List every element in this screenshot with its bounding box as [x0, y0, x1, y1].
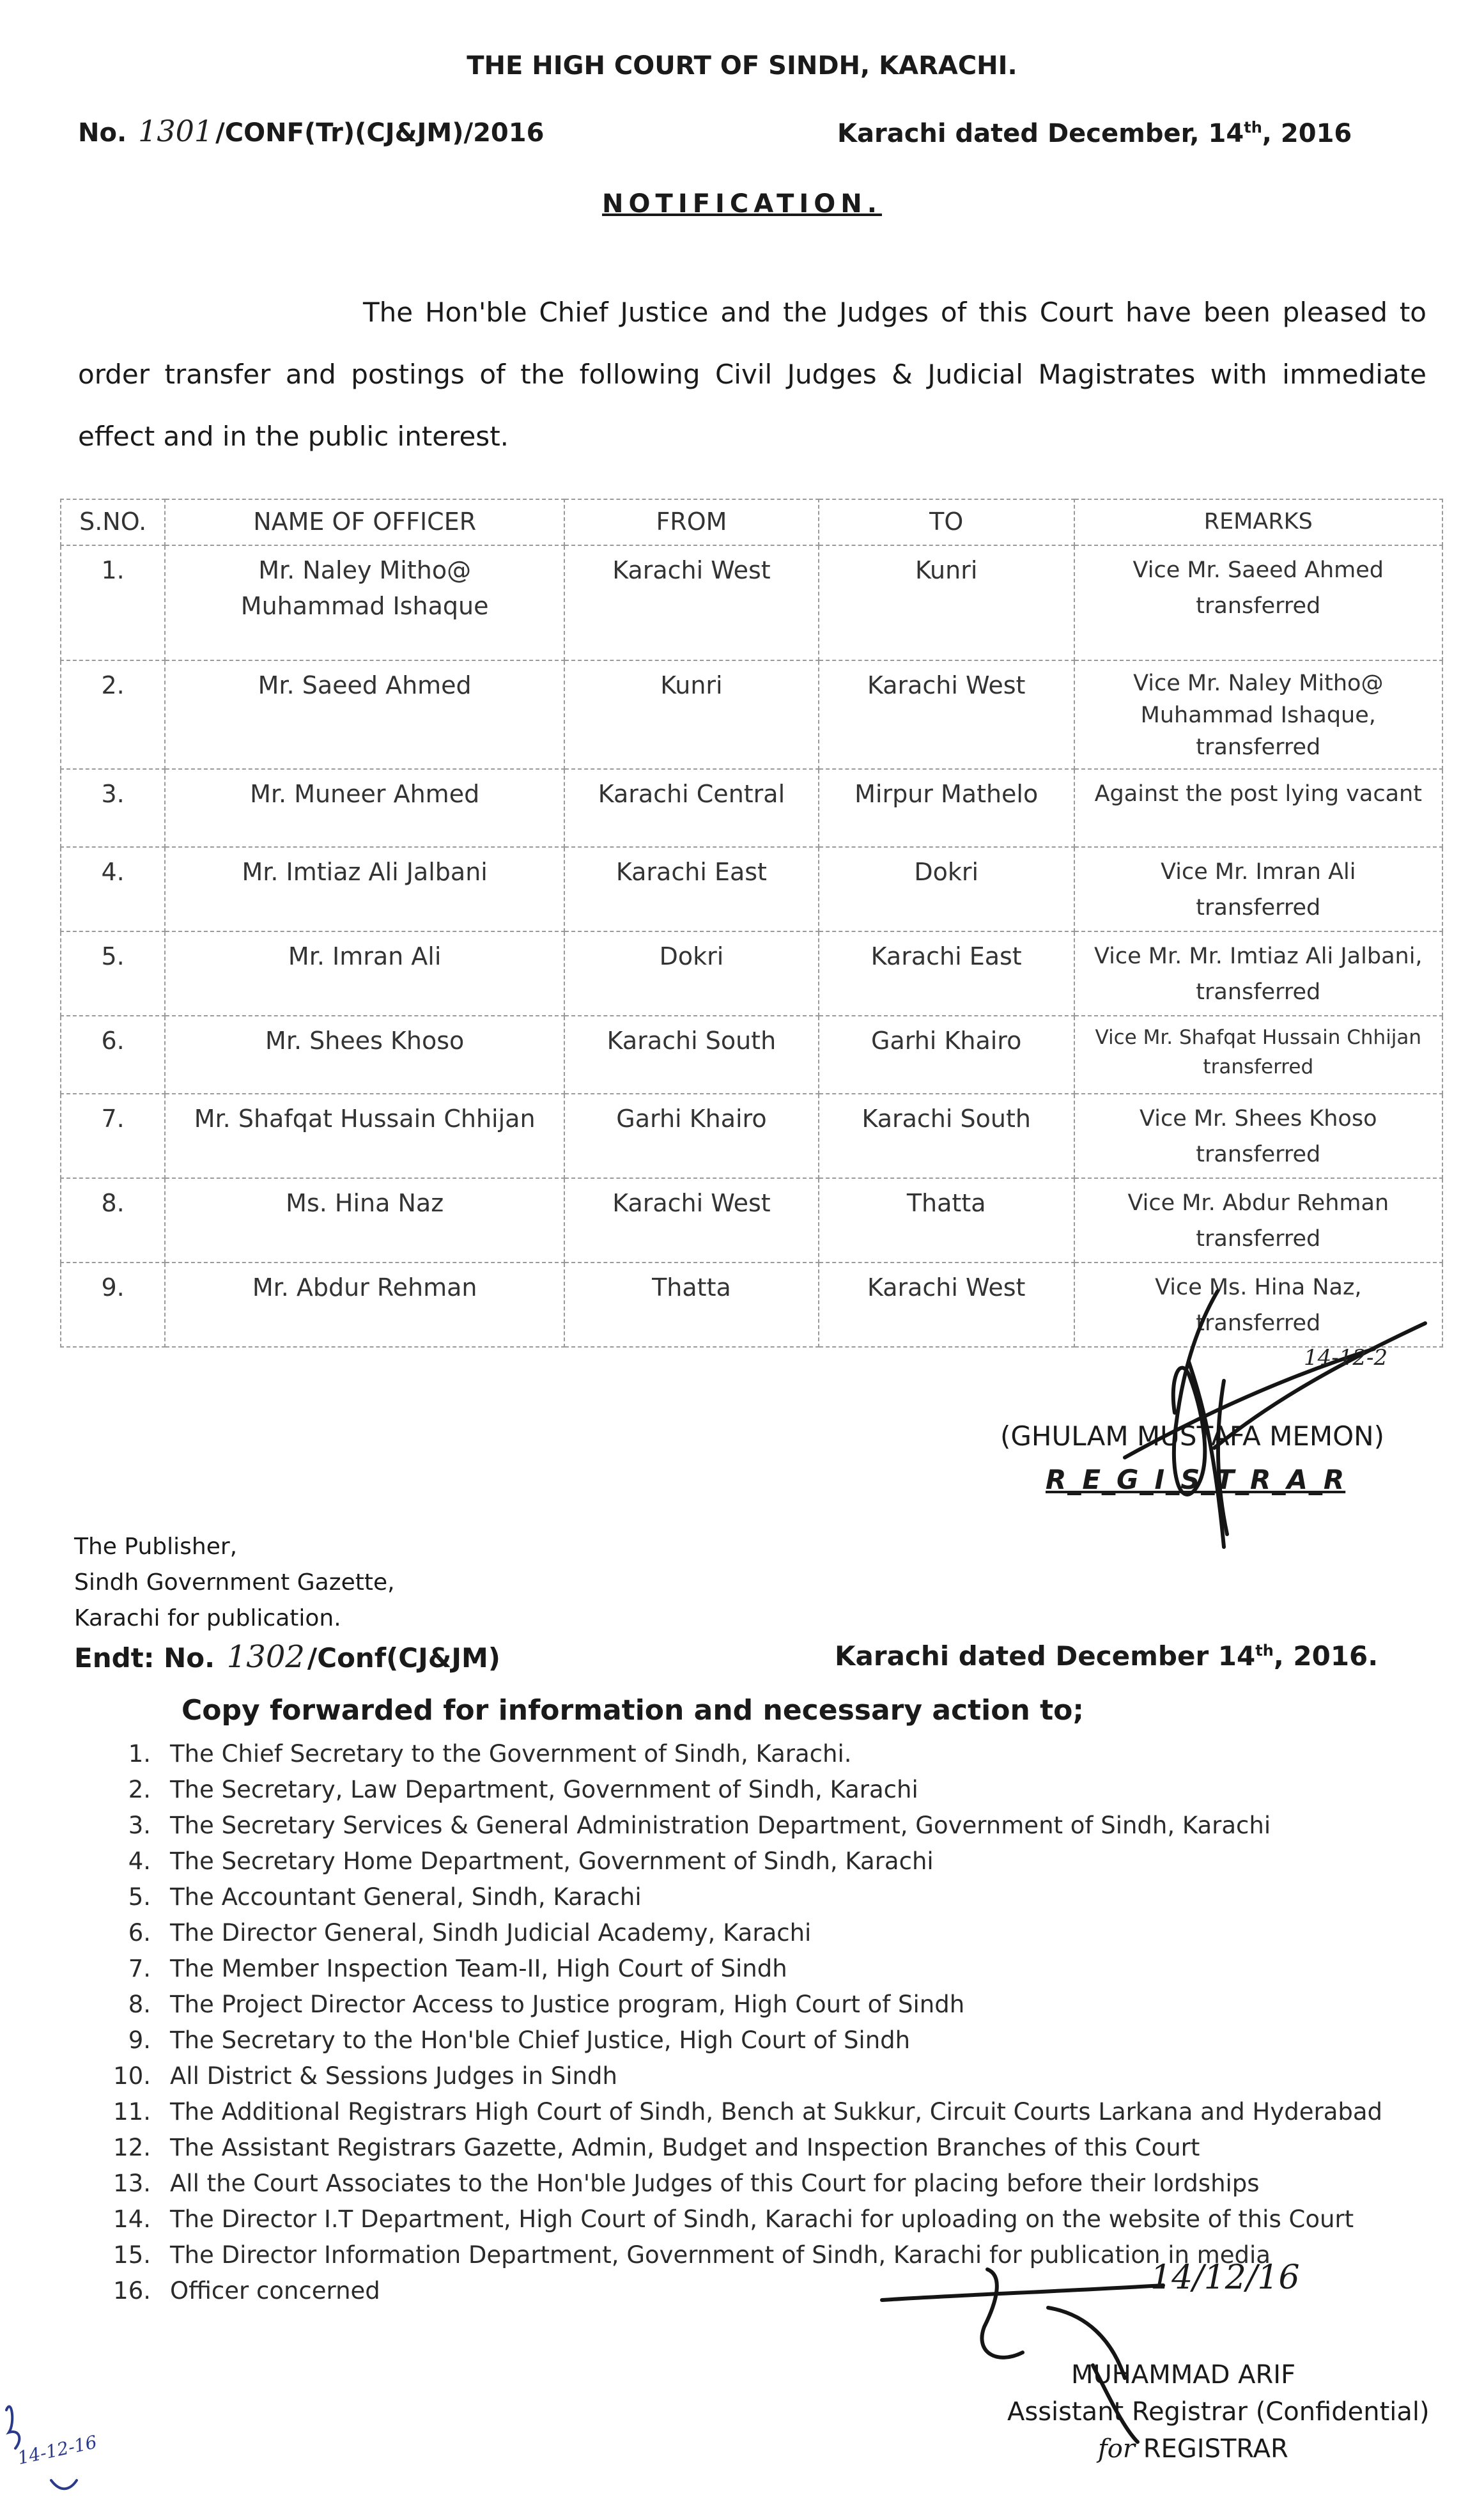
cell-name: Mr. Abdur Rehman	[165, 1263, 564, 1347]
cell-sno: 3.	[61, 769, 165, 847]
assistant-registrar-name: MUHAMMAD ARIF	[1071, 2360, 1296, 2390]
cell-name: Mr. Imran Ali	[165, 931, 564, 1016]
cell-to: Garhi Khairo	[819, 1016, 1074, 1094]
cell-to: Mirpur Mathelo	[819, 769, 1074, 847]
recipient-text: All District & Sessions Judges in Sindh	[170, 2062, 617, 2090]
recipient-number: 15.	[113, 2241, 151, 2269]
header-remarks: REMARKS	[1074, 499, 1442, 545]
header-sno: S.NO.	[61, 499, 165, 545]
publisher-line: The Publisher,	[74, 1534, 238, 1560]
cell-name: Mr. Imtiaz Ali Jalbani	[165, 847, 564, 931]
recipient-text: The Secretary to the Hon'ble Chief Justice, High Court of Sindh	[170, 2026, 911, 2054]
recipient-text: The Assistant Registrars Gazette, Admin, Budget and Inspection Branches of this Court	[170, 2134, 1200, 2161]
recipient-text: The Secretary Services & General Administration Department, Government of Sindh, Karachi	[170, 1812, 1271, 1839]
cell-remarks: Vice Mr. Mr. Imtiaz Ali Jalbani, transferred	[1074, 931, 1442, 1016]
ref-prefix: No.	[78, 118, 127, 148]
cell-sno: 8.	[61, 1178, 165, 1263]
recipient-number: 11.	[113, 2098, 151, 2126]
cell-name: Mr. Naley Mitho@ Muhammad Ishaque	[165, 545, 564, 660]
cell-to: Dokri	[819, 847, 1074, 931]
ref-suffix: /CONF(Tr)(CJ&JM)/2016	[215, 118, 545, 148]
recipient-text: The Accountant General, Sindh, Karachi	[170, 1883, 642, 1911]
cell-name: Mr. Saeed Ahmed	[165, 660, 564, 769]
cell-from: Garhi Khairo	[564, 1094, 819, 1178]
cell-to: Karachi West	[819, 660, 1074, 769]
registrar-signature-date: 14-12-2	[1304, 1345, 1388, 1371]
recipient-text: The Secretary Home Department, Government of Sindh, Karachi	[170, 1847, 934, 1875]
cell-name: Ms. Hina Naz	[165, 1178, 564, 1263]
recipient-number: 7.	[128, 1955, 151, 1982]
assistant-registrar-signature	[882, 2269, 1163, 2442]
cell-sno: 5.	[61, 931, 165, 1016]
recipient-text: The Chief Secretary to the Government of Sindh, Karachi.	[170, 1740, 852, 1768]
recipient-number: 1.	[128, 1740, 151, 1768]
recipient-text: The Project Director Access to Justice program, High Court of Sindh	[170, 1991, 965, 2018]
recipient-text: Officer concerned	[170, 2277, 380, 2305]
recipient-number: 14.	[113, 2205, 151, 2233]
recipient-number: 3.	[128, 1812, 151, 1839]
assistant-registrar-title: Assistant Registrar (Confidential)	[1007, 2397, 1430, 2427]
recipient-number: 13.	[113, 2170, 151, 2197]
copy-forward-heading: Copy forwarded for information and necessary action to;	[182, 1694, 1084, 1727]
recipient-text: The Director Information Department, Government of Sindh, Karachi for publication in media	[170, 2241, 1271, 2269]
assistant-signature-date: 14/12/16	[1150, 2258, 1300, 2297]
cell-from: Karachi West	[564, 1178, 819, 1263]
cell-to: Kunri	[819, 545, 1074, 660]
recipient-number: 6.	[128, 1919, 151, 1947]
recipient-number: 16.	[113, 2277, 151, 2305]
cell-from: Karachi West	[564, 545, 819, 660]
cell-sno: 7.	[61, 1094, 165, 1178]
registrar-signature	[1125, 1291, 1425, 1547]
cell-sno: 2.	[61, 660, 165, 769]
cell-to: Karachi South	[819, 1094, 1074, 1178]
cell-remarks: Vice Mr. Abdur Rehman transferred	[1074, 1178, 1442, 1263]
cell-from: Kunri	[564, 660, 819, 769]
date-suffix: , 2016	[1262, 119, 1352, 148]
recipient-text: The Director General, Sindh Judicial Academy, Karachi	[170, 1919, 812, 1947]
cell-sno: 4.	[61, 847, 165, 931]
for-registrar-label: REGISTRAR	[1143, 2434, 1288, 2464]
date-sup: th	[1244, 118, 1262, 137]
recipient-text: The Director I.T Department, High Court of Sindh, Karachi for uploading on the website of this Court	[170, 2205, 1354, 2233]
recipient-number: 5.	[128, 1883, 151, 1911]
cell-sno: 6.	[61, 1016, 165, 1094]
date-prefix: Karachi dated December 14	[835, 1640, 1256, 1672]
recipient-number: 2.	[128, 1776, 151, 1803]
for-word: for	[1098, 2434, 1136, 2464]
cell-to: Karachi East	[819, 931, 1074, 1016]
registrar-name: (GHULAM MUSTAFA MEMON)	[1000, 1420, 1384, 1452]
recipient-text: The Secretary, Law Department, Government of Sindh, Karachi	[170, 1776, 918, 1803]
cell-remarks: Vice Mr. Imran Ali transferred	[1074, 847, 1442, 931]
publisher-line: Karachi for publication.	[74, 1605, 341, 1631]
endt-handwritten-number: 1302	[226, 1639, 305, 1675]
recipient-number: 10.	[113, 2062, 151, 2090]
cell-name: Mr. Shafqat Hussain Chhijan	[165, 1094, 564, 1178]
date-sup: th	[1255, 1642, 1274, 1660]
cell-to: Karachi West	[819, 1263, 1074, 1347]
date-suffix: , 2016.	[1273, 1640, 1379, 1672]
cell-remarks: Vice Mr. Saeed Ahmed transferred	[1074, 545, 1442, 660]
cell-remarks: Vice Ms. Hina Naz, transferred	[1074, 1263, 1442, 1347]
cell-sno: 9.	[61, 1263, 165, 1347]
cell-from: Karachi East	[564, 847, 819, 931]
endt-prefix: Endt: No.	[74, 1642, 215, 1674]
body-paragraph: The Hon'ble Chief Justice and the Judges of this Court have been pleased to order transfer and postings of the following Civil Judges & Judicial Magistrates with immediate effect and in the public interest.	[78, 297, 1426, 452]
registrar-title: R_E_G_I_S_T_R_A_R	[1046, 1464, 1346, 1495]
header-from: FROM	[564, 499, 819, 545]
cell-from: Karachi South	[564, 1016, 819, 1094]
cell-from: Karachi Central	[564, 769, 819, 847]
notification-heading: NOTIFICATION.	[602, 189, 882, 219]
cell-to: Thatta	[819, 1178, 1074, 1263]
cell-from: Dokri	[564, 931, 819, 1016]
recipient-number: 4.	[128, 1847, 151, 1875]
recipient-text: The Member Inspection Team-II, High Court of Sindh	[170, 1955, 787, 1982]
cell-from: Thatta	[564, 1263, 819, 1347]
recipient-number: 8.	[128, 1991, 151, 2018]
recipient-text: The Additional Registrars High Court of Sindh, Bench at Sukkur, Circuit Courts Larkana and Hyderabad	[170, 2098, 1383, 2126]
cell-remarks: Vice Mr. Shafqat Hussain Chhijan transferred	[1074, 1016, 1442, 1094]
publisher-line: Sindh Government Gazette,	[74, 1569, 395, 1596]
recipient-text: All the Court Associates to the Hon'ble Judges of this Court for placing before their lordships	[170, 2170, 1260, 2197]
cell-name: Mr. Shees Khoso	[165, 1016, 564, 1094]
ref-handwritten-number: 1301	[138, 114, 213, 148]
margin-date-note: 14-12-16	[15, 2431, 99, 2469]
cell-name: Mr. Muneer Ahmed	[165, 769, 564, 847]
cell-sno: 1.	[61, 545, 165, 660]
cell-remarks: Vice Mr. Naley Mitho@ Muhammad Ishaque, transferred	[1074, 660, 1442, 769]
header-name: NAME OF OFFICER	[165, 499, 564, 545]
recipient-number: 12.	[113, 2134, 151, 2161]
cell-remarks: Against the post lying vacant	[1074, 769, 1442, 847]
cell-remarks: Vice Mr. Shees Khoso transferred	[1074, 1094, 1442, 1178]
date-prefix: Karachi dated December, 14	[837, 119, 1244, 148]
header-to: TO	[819, 499, 1074, 545]
endt-suffix: /Conf(CJ&JM)	[307, 1642, 500, 1674]
recipient-number: 9.	[128, 2026, 151, 2054]
court-title: THE HIGH COURT OF SINDH, KARACHI.	[467, 51, 1017, 81]
